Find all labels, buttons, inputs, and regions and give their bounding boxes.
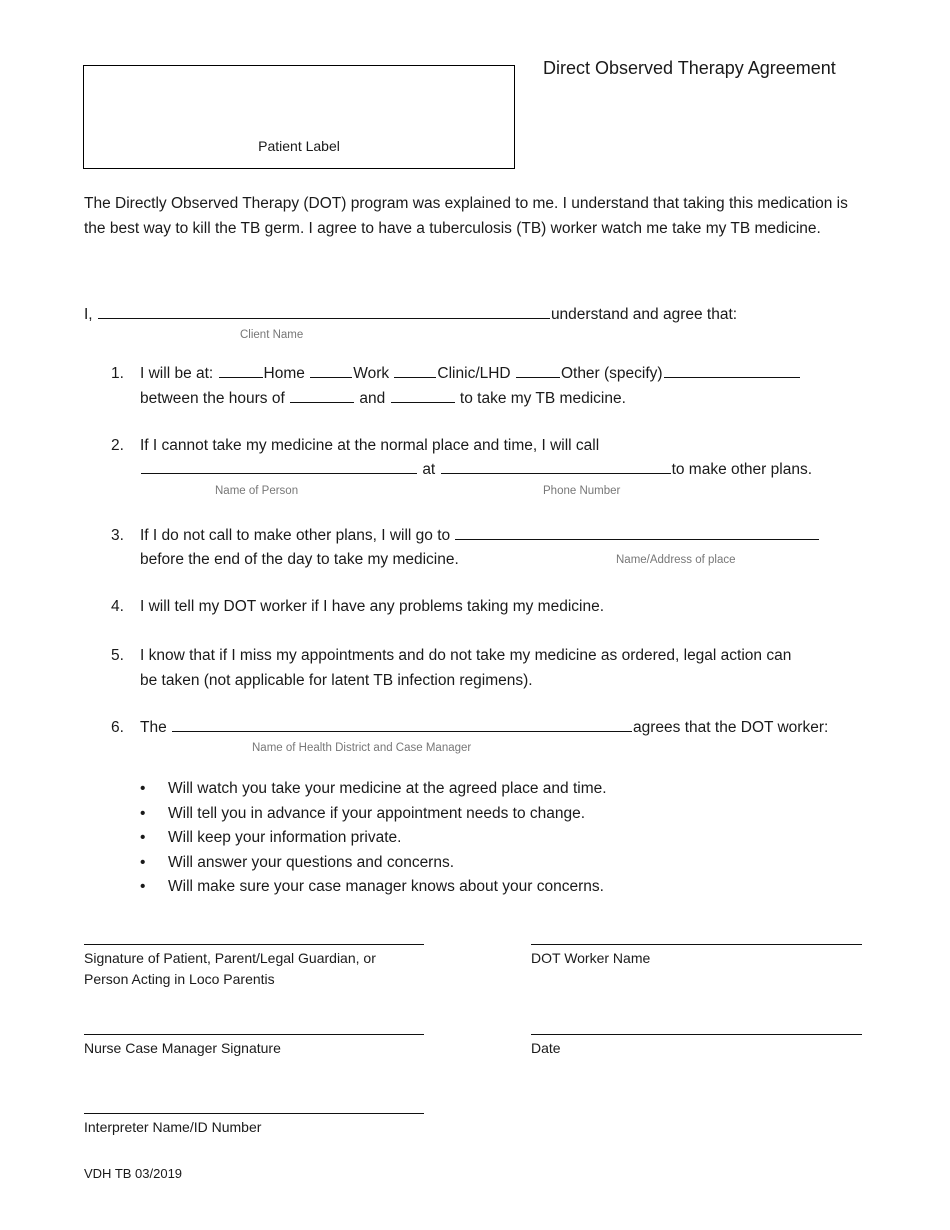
item-3-line-2: before the end of the day to take my medicine. — [140, 551, 459, 568]
hours-tail: to take my TB medicine. — [459, 390, 626, 407]
item-5-number: 5. — [111, 647, 124, 664]
home-option: Home — [263, 365, 305, 382]
client-name-blank[interactable] — [98, 303, 550, 319]
agree-suffix: understand and agree that: — [550, 306, 738, 323]
item-2-line-1: If I cannot take my medicine at the normal place and time, I will call — [140, 437, 600, 454]
patient-signature-label-line-2: Person Acting in Loco Parentis — [84, 971, 275, 987]
health-district-blank[interactable] — [172, 716, 632, 732]
item-6-tail: agrees that the DOT worker: — [633, 719, 829, 736]
dot-worker-name-line[interactable] — [531, 944, 862, 945]
phone-number-blank[interactable] — [441, 458, 671, 474]
patient-signature-line[interactable] — [84, 944, 424, 945]
hours-and: and — [359, 390, 386, 407]
agree-prefix: I, — [84, 306, 93, 323]
work-option: Work — [353, 365, 390, 382]
other-specify-blank[interactable] — [664, 362, 800, 378]
commitment-item: • Will make sure your case manager knows about your concerns. — [140, 875, 607, 900]
place-caption: Name/Address of place — [616, 554, 736, 566]
end-hour-blank[interactable] — [391, 387, 455, 403]
nurse-signature-label: Nurse Case Manager Signature — [84, 1040, 281, 1056]
work-blank[interactable] — [310, 362, 352, 378]
intro-paragraph: The Directly Observed Therapy (DOT) program was explained to me. I understand that taking this medication is the best way to kill the TB germ. I agree to have a tuberculosis (TB) worker watch me take my TB medicine. — [84, 195, 848, 237]
other-blank[interactable] — [516, 362, 560, 378]
item-2-line-2 — [140, 458, 812, 483]
clinic-option: Clinic/LHD — [437, 365, 511, 382]
item-3-line-1 — [140, 524, 820, 549]
item-3-lead: If I do not call to make other plans, I will go to — [140, 527, 451, 544]
item-3-number: 3. — [111, 527, 124, 544]
item-2-at: at — [422, 461, 436, 478]
dot-worker-commitments — [140, 777, 607, 900]
item-6-number: 6. — [111, 719, 124, 736]
commitment-item: • Will keep your information private. — [140, 826, 607, 851]
patient-signature-label-line-1: Signature of Patient, Parent/Legal Guardian, or — [84, 950, 376, 966]
item-1-line-2 — [140, 387, 626, 412]
date-label: Date — [531, 1040, 561, 1056]
patient-label-box — [83, 65, 515, 169]
health-district-caption: Name of Health District and Case Manager — [252, 742, 472, 754]
phone-number-caption: Phone Number — [543, 485, 621, 497]
item-2-number: 2. — [111, 437, 124, 454]
patient-signature-label — [84, 948, 376, 990]
item-6-line — [140, 716, 828, 741]
home-blank[interactable] — [219, 362, 263, 378]
agree-line — [84, 303, 737, 328]
commitment-item: • Will tell you in advance if your appointment needs to change. — [140, 802, 607, 827]
place-blank[interactable] — [455, 524, 819, 540]
item-4-number: 4. — [111, 598, 124, 615]
hours-lead: between the hours of — [140, 390, 285, 407]
document-title: Direct Observed Therapy Agreement — [543, 58, 836, 78]
form-code: VDH TB 03/2019 — [84, 1166, 183, 1181]
item-1-lead: I will be at: — [140, 365, 214, 382]
dot-worker-name-label: DOT Worker Name — [531, 950, 651, 966]
clinic-blank[interactable] — [394, 362, 436, 378]
item-5-line-2: be taken (not applicable for latent TB infection regimens). — [140, 672, 533, 689]
nurse-signature-line[interactable] — [84, 1034, 424, 1035]
commitment-item: • Will watch you take your medicine at the agreed place and time. — [140, 777, 607, 802]
item-6-lead: The — [140, 719, 167, 736]
interpreter-line[interactable] — [84, 1113, 424, 1114]
item-5-line-1: I know that if I miss my appointments and do not take my medicine as ordered, legal action can — [140, 647, 792, 664]
item-2-tail: to make other plans. — [671, 461, 813, 478]
commitment-item: • Will answer your questions and concerns. — [140, 851, 607, 876]
date-line[interactable] — [531, 1034, 862, 1035]
start-hour-blank[interactable] — [290, 387, 354, 403]
patient-label-text: Patient Label — [258, 138, 340, 154]
other-option: Other (specify) — [560, 365, 663, 382]
item-1-number: 1. — [111, 365, 124, 382]
person-name-blank[interactable] — [141, 458, 417, 474]
interpreter-label: Interpreter Name/ID Number — [84, 1119, 262, 1135]
item-1-line-1 — [140, 362, 801, 387]
client-name-caption: Client Name — [240, 329, 304, 341]
person-name-caption: Name of Person — [215, 485, 299, 497]
item-4-text: I will tell my DOT worker if I have any problems taking my medicine. — [140, 598, 605, 615]
